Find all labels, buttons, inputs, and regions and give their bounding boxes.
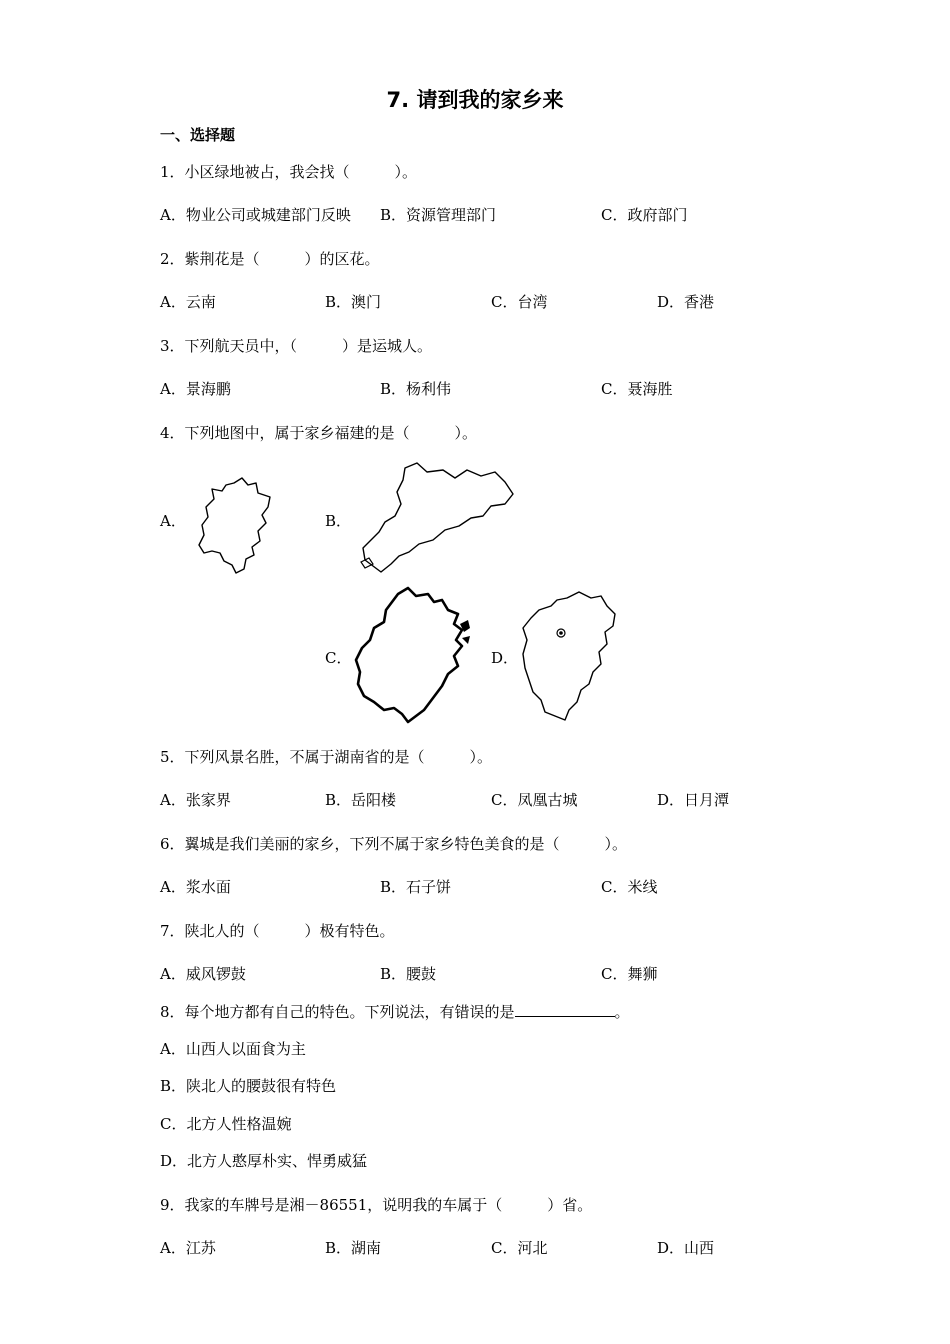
- answer-blank[interactable]: [515, 1002, 615, 1017]
- question-7-option-b[interactable]: B．腰鼓: [380, 965, 437, 983]
- section-heading: 一、选择题: [160, 126, 236, 144]
- question-6-option-c[interactable]: C．米线: [601, 878, 658, 896]
- province-map-a-image[interactable]: [196, 475, 278, 577]
- question-4-option-a[interactable]: A．: [160, 512, 186, 530]
- question-4-option-b[interactable]: B．: [325, 512, 352, 530]
- page-title: 7. 请到我的家乡来: [386, 88, 564, 112]
- question-5-option-a[interactable]: A．张家界: [160, 791, 231, 809]
- question-8-option-a[interactable]: A．山西人以面食为主: [160, 1040, 306, 1058]
- question-8-option-d[interactable]: D．北方人憨厚朴实、悍勇威猛: [160, 1152, 368, 1170]
- question-6-option-b[interactable]: B．石子饼: [380, 878, 452, 896]
- question-8-stem: [160, 1002, 630, 1022]
- question-9-option-c[interactable]: C．河北: [491, 1239, 548, 1257]
- question-8-option-c[interactable]: C．北方人性格温婉: [160, 1115, 292, 1133]
- question-6-option-a[interactable]: A．浆水面: [160, 878, 231, 896]
- question-3-option-a[interactable]: A．景海鹏: [160, 380, 231, 398]
- question-3-option-c[interactable]: C．聂海胜: [601, 380, 673, 398]
- province-map-d-image[interactable]: [517, 588, 621, 724]
- question-3-option-b[interactable]: B．杨利伟: [380, 380, 452, 398]
- question-8-stem-text: 8．每个地方都有自己的特色。下列说法，有错误的是: [160, 1003, 515, 1021]
- question-4-option-d[interactable]: D．: [491, 649, 519, 667]
- question-2-option-c[interactable]: C．台湾: [491, 293, 548, 311]
- question-5-stem: 5．下列风景名胜，不属于湖南省的是（ ）。: [160, 748, 493, 766]
- question-9-stem: 9．我家的车牌号是湘－86551，说明我的车属于（ ）省。: [160, 1196, 593, 1214]
- question-7-option-a[interactable]: A．威风锣鼓: [160, 965, 246, 983]
- question-8-stem-end: 。: [614, 1003, 630, 1021]
- question-8-option-b[interactable]: B．陕北人的腰鼓很有特色: [160, 1077, 337, 1095]
- question-3-stem: 3．下列航天员中，（ ）是运城人。: [160, 337, 433, 355]
- question-7-stem: 7．陕北人的（ ）极有特色。: [160, 922, 395, 940]
- province-map-c-image[interactable]: [350, 584, 474, 726]
- question-5-option-d[interactable]: D．日月潭: [657, 791, 730, 809]
- question-9-option-b[interactable]: B．湖南: [325, 1239, 382, 1257]
- question-2-option-b[interactable]: B．澳门: [325, 293, 382, 311]
- question-2-option-d[interactable]: D．香港: [657, 293, 715, 311]
- question-9-option-d[interactable]: D．山西: [657, 1239, 715, 1257]
- question-9-option-a[interactable]: A．江苏: [160, 1239, 216, 1257]
- question-5-option-c[interactable]: C．凤凰古城: [491, 791, 578, 809]
- question-6-stem: 6．翼城是我们美丽的家乡，下列不属于家乡特色美食的是（ ）。: [160, 835, 628, 853]
- question-5-option-b[interactable]: B．岳阳楼: [325, 791, 397, 809]
- question-2-option-a[interactable]: A．云南: [160, 293, 216, 311]
- question-1-option-c[interactable]: C．政府部门: [601, 206, 688, 224]
- question-7-option-c[interactable]: C．舞狮: [601, 965, 658, 983]
- question-2-stem: 2．紫荆花是（ ）的区花。: [160, 250, 380, 268]
- question-1-option-b[interactable]: B．资源管理部门: [380, 206, 497, 224]
- question-4-stem: 4．下列地图中，属于家乡福建的是（ ）。: [160, 424, 478, 442]
- province-map-b-image[interactable]: [355, 460, 519, 578]
- question-1-stem: 1．小区绿地被占，我会找（ ）。: [160, 163, 418, 181]
- question-1-option-a[interactable]: A．物业公司或城建部门反映: [160, 206, 351, 224]
- question-4-option-c[interactable]: C．: [325, 649, 352, 667]
